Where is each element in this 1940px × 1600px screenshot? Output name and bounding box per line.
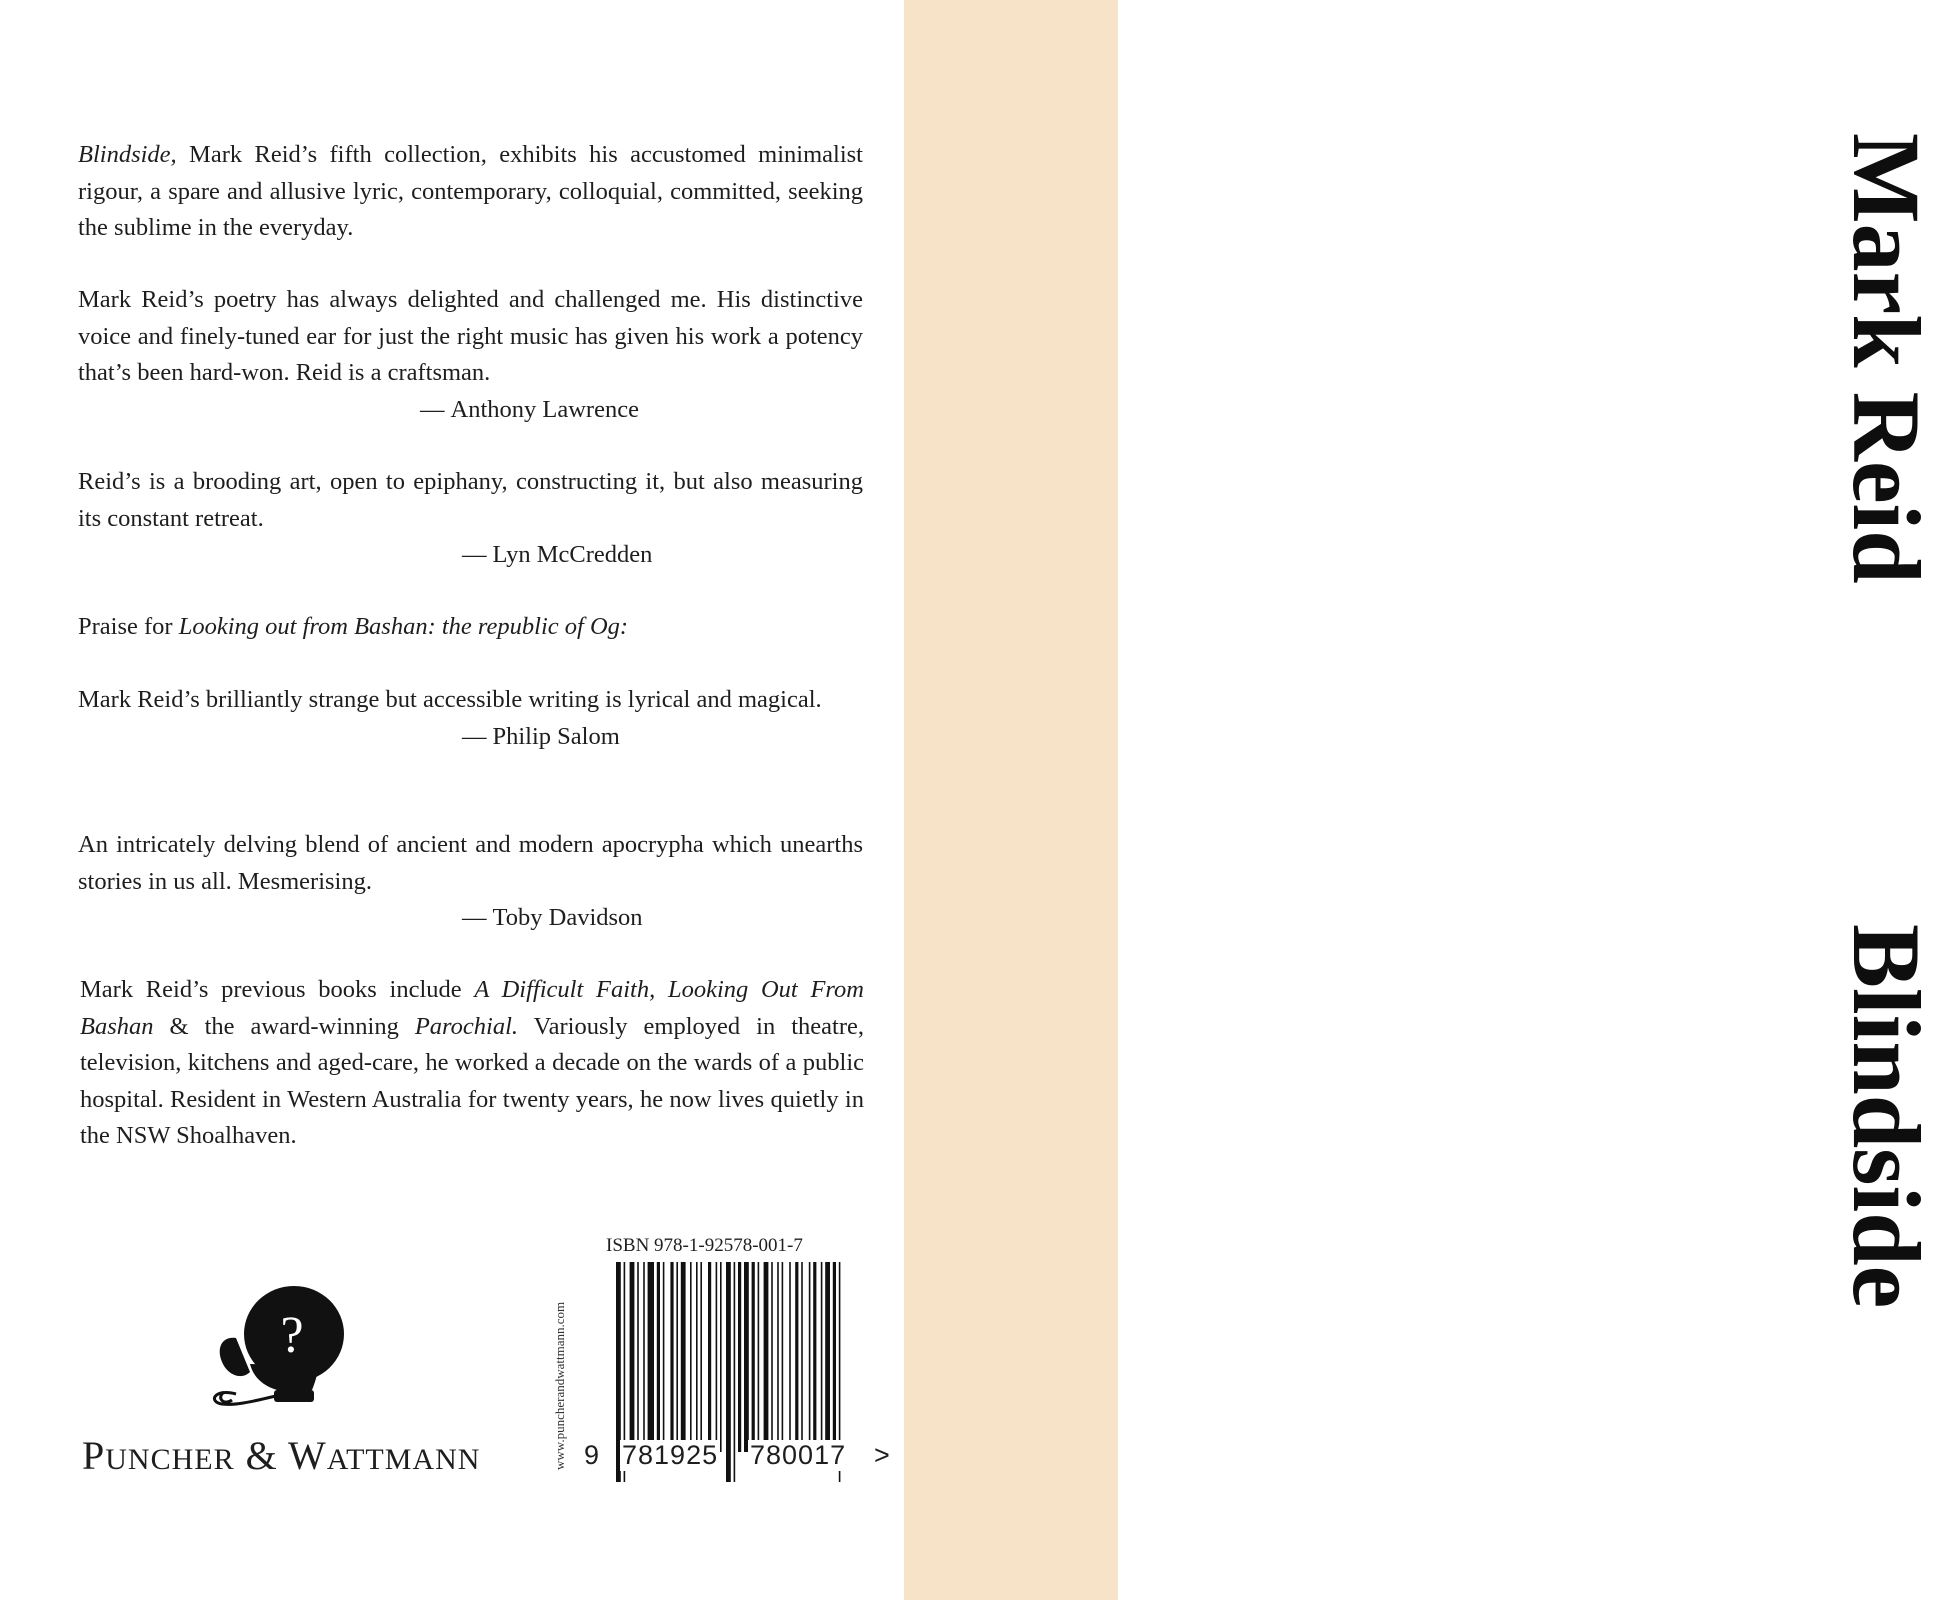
praise-book-title: Looking out from Bashan: the republic of Og:	[178, 613, 629, 640]
barcode-bar	[643, 1262, 645, 1452]
barcode-bar	[657, 1262, 660, 1452]
barcode-bar	[726, 1262, 731, 1482]
quote-attribution: — Lyn McCredden	[462, 541, 653, 568]
quote-attribution: — Philip Salom	[462, 722, 620, 750]
barcode-bar	[690, 1262, 692, 1452]
barcode-bar	[720, 1262, 722, 1452]
barcode-bar	[716, 1262, 718, 1452]
publisher-name: PUNCHER & WATTMANN	[82, 1433, 481, 1478]
barcode-bar	[630, 1262, 635, 1452]
author-bio: Mark Reid’s previous books include A Difficult Faith, Looking Out From Bashan & the award-winning Parochial. Variously employed in theatre, television, kitchens and aged-care, he worked a decade on the wards of a public hospital. Resident in Western Australia for twenty years, he now lives quietly in the NSW Shoalhaven.	[80, 976, 864, 1149]
praise-heading: Praise for Looking out from Bashan: the republic of Og:	[78, 613, 629, 640]
isbn-label: ISBN 978-1-92578-001-7	[606, 1235, 803, 1256]
blurb-intro-text: Mark Reid’s fifth collection, exhibits his accustomed minimalist rigour, a spare and allusive lyric, contemporary, colloquial, committed, seeking the sublime in the everyday.	[78, 141, 863, 241]
barcode-bar	[782, 1262, 784, 1452]
barcode-bar	[777, 1262, 779, 1452]
bio-book-titles: A Difficult Faith, Looking Out From Bashan	[80, 976, 864, 1040]
quote-lyn-mccredden	[78, 464, 863, 574]
barcode-bar	[696, 1262, 698, 1452]
barcode-bar	[825, 1262, 830, 1452]
barcode-bar	[801, 1262, 803, 1452]
barcode-bar	[708, 1262, 711, 1452]
spine-title: Blindside	[1833, 924, 1940, 1309]
barcode-bar	[758, 1262, 760, 1452]
barcode-bar	[681, 1262, 686, 1452]
quote-anthony-lawrence	[78, 282, 863, 428]
quote-text: An intricately delving blend of ancient and modern apocrypha which unearths stories in us all. Mesmerising.	[78, 831, 863, 895]
quote-toby-davidson	[78, 827, 863, 937]
quote-text: Mark Reid’s brilliantly strange but accessible writing is lyrical and magical.	[78, 686, 822, 713]
barcode-group-right: 780017	[750, 1440, 847, 1470]
barcode-bar	[663, 1262, 665, 1452]
bio-book-title: Parochial.	[414, 1012, 519, 1040]
barcode-bar	[700, 1262, 702, 1452]
barcode-bar	[648, 1262, 654, 1452]
barcode-bar	[734, 1262, 736, 1482]
barcode-bar	[637, 1262, 639, 1452]
quote-text: Mark Reid’s poetry has always delighted and challenged me. His distinctive voice and finely-tuned ear for just the right music has given his work a potency that’s been hard-won. Reid is a craftsman.	[78, 286, 863, 386]
barcode-bar	[833, 1262, 836, 1452]
publisher-url: www.puncherandwattmann.com	[552, 1301, 567, 1470]
barcode-digit-first: 9	[584, 1440, 601, 1470]
barcode-bar	[676, 1262, 678, 1452]
barcode-bar	[738, 1262, 741, 1452]
barcode-bar	[752, 1262, 755, 1452]
quote-attribution: — Toby Davidson	[462, 904, 643, 931]
barcode-bar	[764, 1262, 769, 1452]
blurb-intro	[78, 137, 863, 247]
book-title-inline: Blindside,	[78, 141, 177, 168]
barcode-bar	[771, 1262, 773, 1452]
barcode-bar	[795, 1262, 798, 1452]
barcode-bar	[789, 1262, 791, 1452]
quote-attribution: — Anthony Lawrence	[420, 395, 639, 423]
book-spine	[904, 0, 1940, 1600]
barcode-bar	[813, 1262, 816, 1452]
boxing-glove-question-mark-icon	[206, 1276, 356, 1416]
logo-question-mark: ?	[280, 1307, 304, 1364]
quote-philip-salom	[78, 682, 863, 755]
barcode-bar	[809, 1262, 811, 1452]
barcode-bar	[744, 1262, 749, 1452]
barcode-group-left: 781925	[622, 1440, 719, 1470]
barcode-bar	[821, 1262, 823, 1452]
quote-text: Reid’s is a brooding art, open to epiphany, constructing it, but also measuring its constant retreat.	[78, 468, 863, 532]
spine-author: Mark Reid	[1833, 133, 1940, 584]
barcode-bar	[670, 1262, 673, 1452]
barcode-quiet-zone-mark: >	[874, 1440, 891, 1470]
